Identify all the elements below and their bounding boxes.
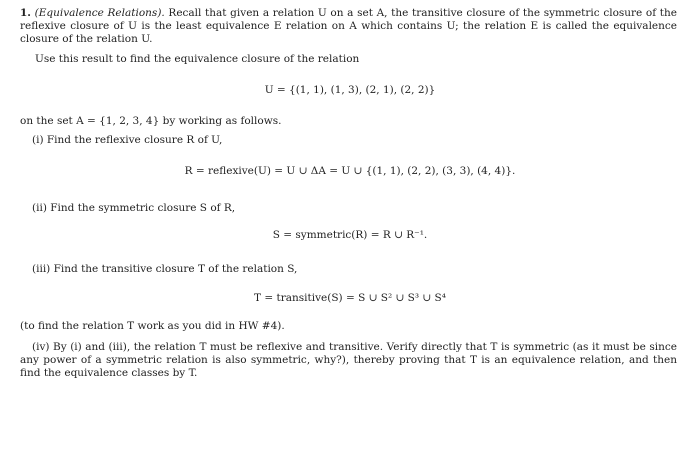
problem-number: 1. (20, 7, 31, 19)
part-iii-formula: T = transitive(S) = S ∪ S² ∪ S³ ∪ S⁴ (254, 292, 446, 304)
part-i-prompt: (i) Find the reflexive closure R of U, (32, 134, 223, 146)
part-iv-paragraph: (iv) By (i) and (iii), the relation T must be reflexive and transitive. Verify directly that T is symmetric (as it must be since any power of a symmetric relation is also symmetric, why?), thereby proving that T is an equivalence relation, and then find the equivalence classes by T. (20, 341, 677, 379)
intro-text: Recall that given a relation U on a set A, the transitive closure of the symmetric closure of the reflexive closure of U is the least equivalence E relation on A which contains U; the relation E is called the equivalence closure of the relation U. (20, 7, 677, 45)
instruction-line: Use this result to find the equivalence closure of the relation (35, 53, 360, 65)
part-ii-prompt: (ii) Find the symmetric closure S of R, (32, 202, 236, 214)
hw-note: (to find the relation T work as you did in HW #4). (20, 320, 285, 332)
part-i-formula: R = reflexive(U) = U ∪ ΔA = U ∪ {(1, 1), (2, 2), (3, 3), (4, 4)}. (184, 165, 516, 177)
part-ii-formula: S = symmetric(R) = R ∪ R⁻¹. (272, 229, 428, 241)
intro-paragraph (20, 7, 677, 46)
part-iii-prompt: (iii) Find the transitive closure T of the relation S, (32, 263, 298, 275)
problem-title: (Equivalence Relations). (34, 7, 165, 19)
relation-u-formula: U = {(1, 1), (1, 3), (2, 1), (2, 2)} (264, 84, 436, 96)
set-line: on the set A = {1, 2, 3, 4} by working as follows. (20, 115, 282, 127)
